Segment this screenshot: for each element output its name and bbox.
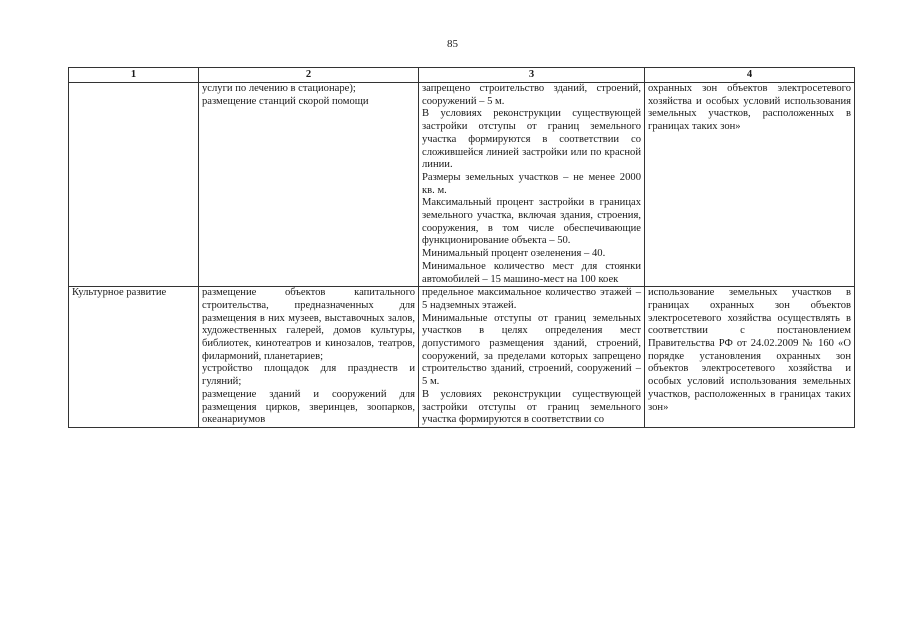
column-header: 1 [69,68,199,83]
cell-paragraph: Минимальное количество мест для стоянки автомобилей – 15 машино-мест на 100 коек [422,260,641,285]
table-header-row [69,68,855,83]
cell-paragraph: В условиях реконструкции существующей застройки отступы от границ земельного участка формируются в соответствии со [422,388,641,426]
column-header: 3 [419,68,645,83]
column-header: 4 [645,68,855,83]
cell-paragraph: Размеры земельных участков – не менее 2000 кв. м. [422,171,641,196]
table-row [69,83,855,287]
parameters-cell [419,287,645,428]
page-number: 85 [447,38,458,50]
restrictions-cell [645,287,855,428]
zoning-table [68,67,855,428]
cell-paragraph: Минимальный процент озеленения – 40. [422,248,606,260]
cell-paragraph: предельное максимальное количество этажей – 5 надземных этажей. [422,287,641,311]
restrictions-cell [645,83,855,287]
cell-paragraph: размещение объектов капитального строительства, предназначенных для размещения в них музеев, выставочных залов, художественных галерей, домов культуры, библиотек, кинотеатров и кинозалов, театров, филармоний, планетариев; [202,287,415,362]
cell-paragraph: Минимальные отступы от границ земельных участков в целях определения мест допустимого размещения зданий, строений, сооружений, за пределами которых запрещено строительство зданий, строений, сооружений – 5 м. [422,312,641,388]
cell-paragraph: Культурное развитие [72,287,167,299]
land-use-type-cell [69,287,199,428]
land-use-type-cell [69,83,199,287]
permitted-use-cell [199,287,419,428]
column-header: 2 [199,68,419,83]
parameters-cell [419,83,645,287]
cell-paragraph: размещение станций скорой помощи [202,95,369,107]
cell-paragraph: устройство площадок для празднеств и гуляний; [202,363,415,388]
table-row [69,287,855,428]
cell-paragraph: использование земельных участков в границах охранных зон объектов электросетевого хозяйства осуществлять в соответствии с постановлением Правительства РФ от 24.02.2009 № 160 «О порядке установления охранных зон объектов электросетевого хозяйства и особых условий использования земельных участков, расположенных в границах таких зон» [648,287,851,413]
cell-paragraph: услуги по лечению в стационаре); [202,83,356,94]
cell-paragraph: В условиях реконструкции существующей застройки отступы от границ земельного участка формируются в соответствии со сложившейся линией застройки или по красной линии. [422,108,641,171]
cell-paragraph: запрещено строительство зданий, строений, сооружений – 5 м. [422,83,641,107]
cell-paragraph: Максимальный процент застройки в границах земельного участка, включая здания, строения, сооружения, в том числе обеспечивающие функционирование объекта – 50. [422,197,641,247]
permitted-use-cell [199,83,419,287]
cell-paragraph: размещение зданий и сооружений для размещения цирков, зверинцев, зоопарков, океанариумов [202,388,415,426]
cell-paragraph: охранных зон объектов электросетевого хозяйства и особых условий использования земельных участков, расположенных в границах таких зон» [648,83,851,133]
